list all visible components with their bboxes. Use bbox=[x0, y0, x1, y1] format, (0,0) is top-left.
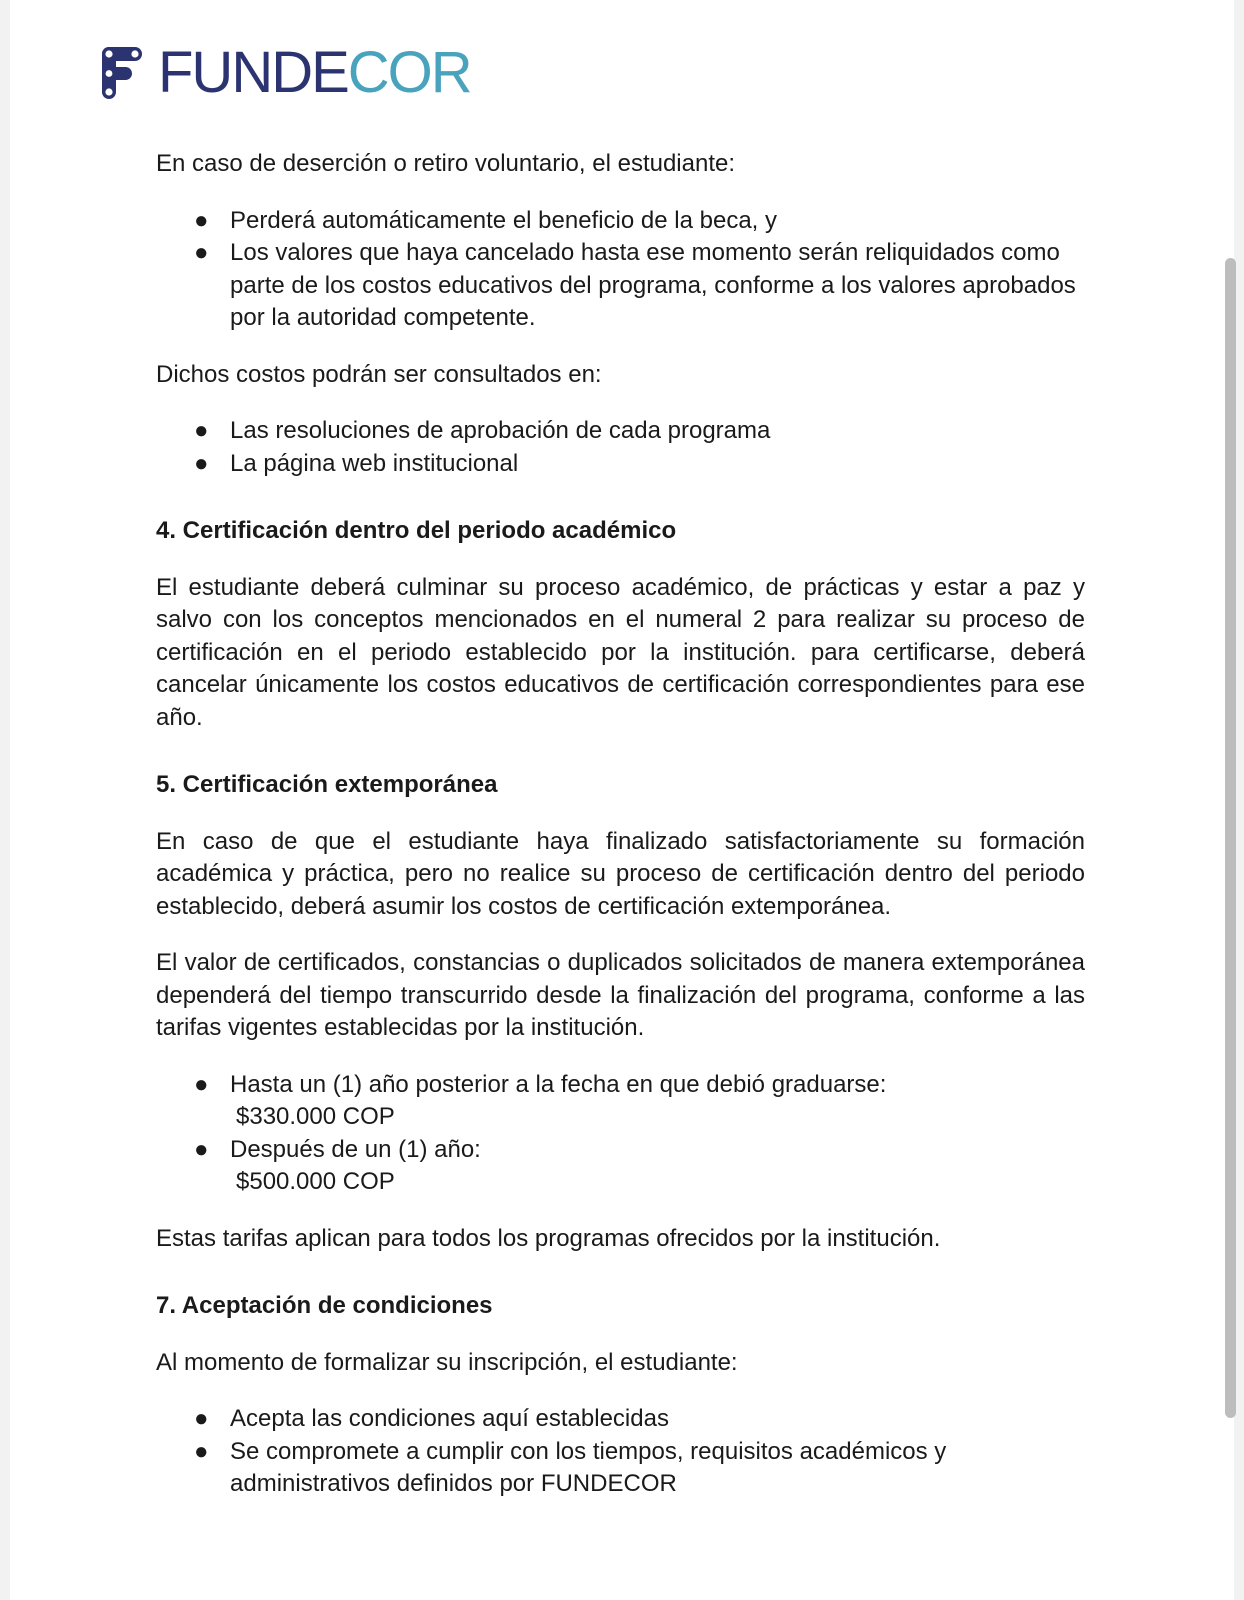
document-content bbox=[156, 148, 1085, 1501]
logo-wordmark bbox=[158, 40, 471, 105]
bullet-icon: ● bbox=[194, 1135, 209, 1163]
list-item bbox=[156, 1069, 1085, 1134]
desertion-list bbox=[156, 205, 1085, 335]
logo-wordmark-part2: COR bbox=[347, 40, 471, 105]
section4-heading: 4. Certificación dentro del periodo académico bbox=[156, 517, 677, 544]
fee-amount: $330.000 COP bbox=[236, 1103, 395, 1130]
section5-body2: El valor de certificados, constancias o duplicados solicitados de manera extemporánea dependerá del tiempo transcurrido desde la finalización del programa, conforme a las tarifas vigentes establecidas por la institución. bbox=[156, 949, 1085, 1041]
bullet-icon: ● bbox=[194, 206, 209, 234]
fee-label: Hasta un (1) año posterior a la fecha en que debió graduarse: bbox=[230, 1070, 887, 1098]
acceptance-list bbox=[156, 1403, 1085, 1501]
costs-list bbox=[156, 415, 1085, 480]
logo-wordmark-part1: FUNDE bbox=[158, 40, 348, 105]
section7-intro: Al momento de formalizar su inscripción, el estudiante: bbox=[156, 1348, 738, 1376]
list-item: ● Las resoluciones de aprobación de cada programa bbox=[156, 415, 1085, 448]
fee-amount: $500.000 COP bbox=[236, 1168, 395, 1195]
fee-label: Después de un (1) año: bbox=[230, 1135, 481, 1163]
document-page bbox=[10, 0, 1234, 1600]
list-item: ● Acepta las condiciones aquí establecidas bbox=[156, 1403, 1085, 1436]
fees-list bbox=[156, 1069, 1085, 1199]
list-item bbox=[156, 1134, 1085, 1199]
fundecor-f-icon bbox=[98, 43, 146, 103]
bullet-icon: ● bbox=[194, 417, 209, 444]
desertion-intro: En caso de deserción o retiro voluntario, el estudiante: bbox=[156, 150, 736, 177]
fundecor-logo bbox=[98, 42, 471, 104]
section4-body: El estudiante deberá culminar su proceso académico, de prácticas y estar a paz y salvo con los conceptos mencionados en el numeral 2 para realizar su proceso de certificación en el periodo establecido por la institución. para certificarse, deberá cancelar únicamente los costos educativos de certificación correspondientes para ese año. bbox=[156, 573, 1085, 731]
list-item: ● Perderá automáticamente el beneficio de la beca, y bbox=[156, 205, 1085, 238]
bullet-icon: ● bbox=[194, 1437, 209, 1465]
costs-intro: Dichos costos podrán ser consultados en: bbox=[156, 360, 602, 388]
section5-body1: En caso de que el estudiante haya finalizado satisfactoriamente su formación académica y práctica, pero no realice su proceso de certificación dentro del periodo establecido, deberá asumir los costos de certificación extemporánea. bbox=[156, 827, 1085, 920]
section7-heading: 7. Aceptación de condiciones bbox=[156, 1292, 493, 1319]
list-item: ● Se compromete a cumplir con los tiempos, requisitos académicos y administrativos definidos por FUNDECOR bbox=[194, 1437, 947, 1497]
list-item: ● La página web institucional bbox=[156, 448, 1085, 481]
bullet-icon: ● bbox=[194, 449, 209, 477]
vertical-scrollbar[interactable] bbox=[1225, 258, 1236, 1418]
bullet-icon: ● bbox=[194, 239, 209, 266]
bullet-icon: ● bbox=[194, 1070, 209, 1098]
list-item: ● Los valores que haya cancelado hasta ese momento serán reliquidados como parte de los costos educativos del programa, conforme a los valores aprobados por la autoridad competente. bbox=[194, 239, 1076, 331]
fees-note: Estas tarifas aplican para todos los programas ofrecidos por la institución. bbox=[156, 1224, 941, 1252]
section5-heading: 5. Certificación extemporánea bbox=[156, 771, 498, 798]
bullet-icon: ● bbox=[194, 1405, 209, 1432]
